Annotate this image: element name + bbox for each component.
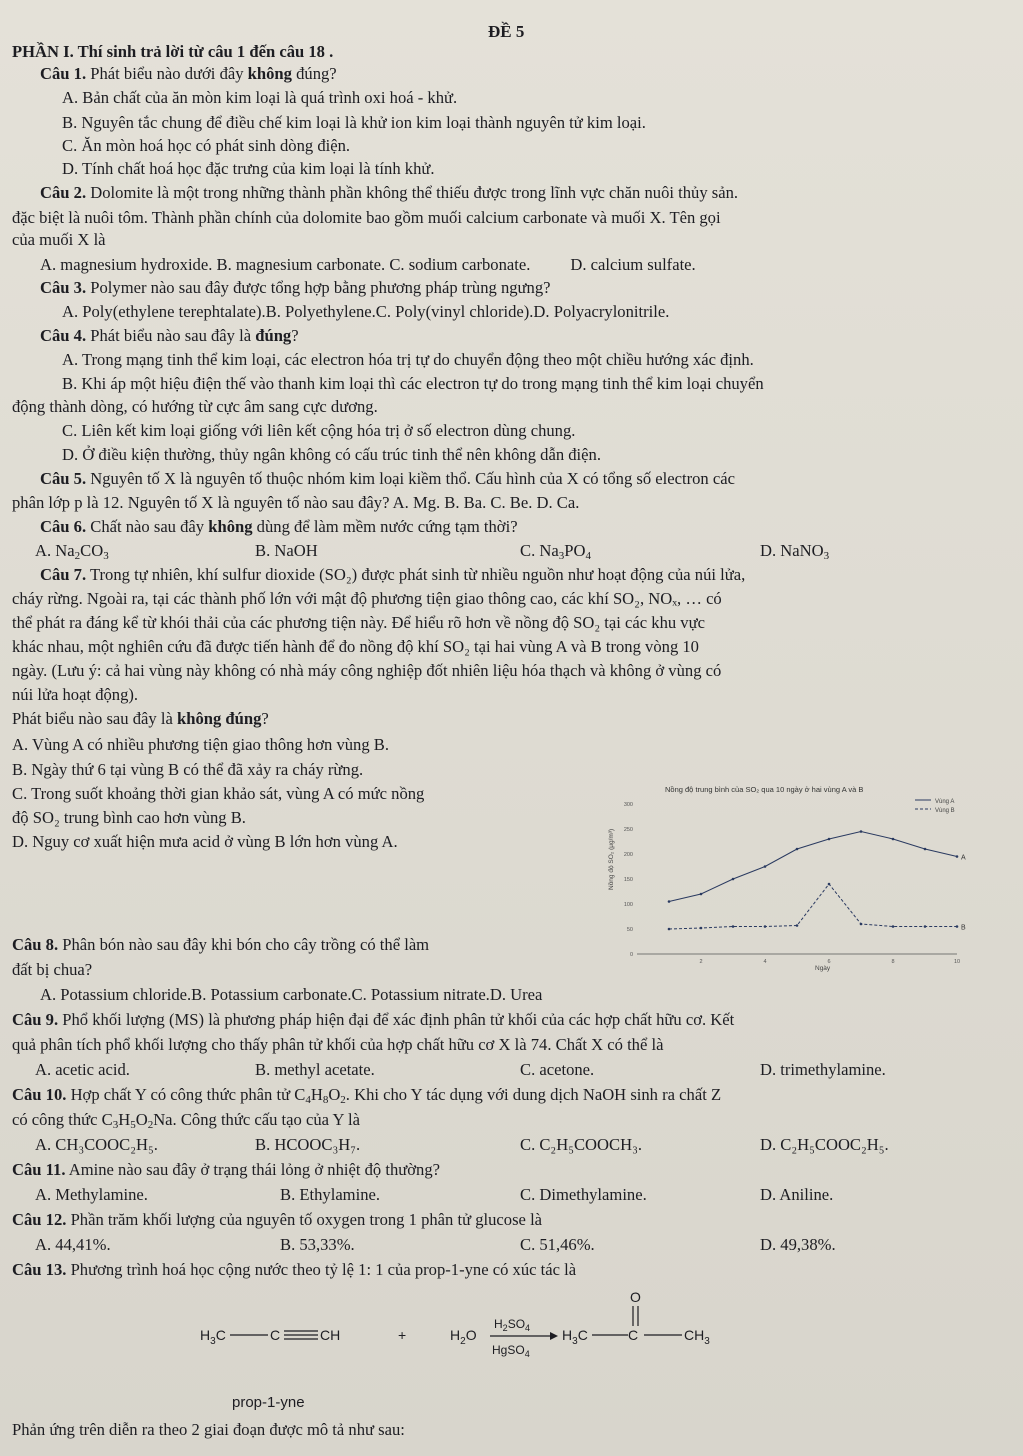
q3-options: A. Poly(ethylene terephtalate).B. Polyethylene.C. Poly(vinyl chloride).D. Polyacrylonitrile.	[62, 302, 670, 321]
q10-stem-2: có công thức $C_3H_5O_2Na$. Công thức cấu tạo của Y là	[12, 1110, 361, 1131]
q5-stem-2: phân lớp p là 12. Nguyên tố X là nguyên tố nào sau đây? A. Mg. B. Ba. C. Be. D. Ca.	[12, 493, 580, 512]
q9-option-a: A. acetic acid.	[35, 1060, 130, 1079]
data-point	[892, 838, 895, 841]
q4-option-d: D. Ở điều kiện thường, thủy ngân không có cấu trúc tinh thể nên không dẫn điện.	[62, 445, 601, 464]
q6-stem: Câu 6. Chất nào sau đây không dùng để làm mềm nước cứng tạm thời?	[40, 517, 518, 536]
data-point	[956, 925, 959, 928]
x-tick-label: 6	[827, 959, 831, 965]
data-point	[796, 848, 799, 851]
catalyst-top: $H_2SO_4$	[494, 1317, 531, 1333]
q11-option-b: B. Ethylamine.	[280, 1185, 381, 1204]
q4-option-c: C. Liên kết kim loại giống với liên kết cộng hóa trị ở số electron dùng chung.	[62, 421, 576, 440]
part-heading: PHẦN I. Thí sinh trả lời từ câu 1 đến câu 18 .	[12, 42, 334, 61]
q12-option-a: A. 44,41%.	[35, 1235, 111, 1254]
q4-option-a: A. Trong mạng tinh thể kim loại, các electron hóa trị tự do chuyển động theo một chiều hướng xác định.	[62, 350, 754, 369]
q10-stem-1: Câu 10. Hợp chất Y có công thức phân tử $C_4H_8O_2$. Khi cho Y tác dụng với dung dịch NaOH sinh ra chất Z	[12, 1085, 722, 1106]
q7-option-c-1: C. Trong suốt khoảng thời gian khảo sát, vùng A có mức nồng	[12, 784, 425, 803]
reaction-equation	[200, 1288, 800, 1368]
data-point	[860, 923, 863, 926]
data-point	[700, 893, 703, 896]
reactant-formula: $H_3C$	[200, 1327, 226, 1347]
q2-options: A. magnesium hydroxide. B. magnesium carbonate. C. sodium carbonate. D. calcium sulfate.	[40, 255, 696, 274]
q8-stem-1: Câu 8. Phân bón nào sau đây khi bón cho cây trồng có thể làm	[12, 935, 430, 954]
q13-stem: Câu 13. Phương trình hoá học cộng nước theo tỷ lệ 1: 1 của prop-1-yne có xúc tác là	[12, 1260, 577, 1279]
data-point	[764, 925, 767, 928]
q7-option-b: B. Ngày thứ 6 tại vùng B có thể đã xảy ra cháy rừng.	[12, 760, 364, 779]
q8-stem-2: đất bị chua?	[12, 960, 93, 979]
legend-label-b: Vùng B	[935, 808, 955, 814]
data-point	[828, 883, 831, 886]
product-left: $H_3C$	[562, 1327, 588, 1347]
chart-legend	[915, 799, 955, 814]
q7-stem-5: ngày. (Lưu ý: cả hai vùng này không có nhà máy công nghiệp đốt nhiên liệu hóa thạch và không ở vùng có	[12, 661, 722, 680]
q7-stem-4: khác nhau, một nghiên cứu đã được tiến hành để đo nồng độ khí SO₂ tại hai vùng A và B trong vòng 10	[12, 637, 699, 656]
q7-option-a: A. Vùng A có nhiều phương tiện giao thông hơn vùng B.	[12, 735, 389, 754]
q12-option-c: C. 51,46%.	[520, 1235, 595, 1254]
q12-option-b: B. 53,33%.	[280, 1235, 355, 1254]
data-point	[764, 865, 767, 868]
q7-stem-1: Câu 7. Trong tự nhiên, khí sulfur dioxide (SO₂) được phát sinh từ nhiều nguồn như hoạt động của núi lửa,	[40, 565, 746, 584]
q2-stem-1: Câu 2. Dolomite là một trong những thành phần không thể thiếu được trong lĩnh vực chăn nuôi thủy sản.	[40, 183, 739, 202]
q1-stem: Câu 1. Phát biểu nào dưới đây không đúng?	[40, 64, 337, 83]
series-end-label: A	[961, 854, 966, 862]
q9-option-d: D. trimethylamine.	[760, 1060, 886, 1079]
q1-option-d: D. Tính chất hoá học đặc trưng của kim loại là tính khử.	[62, 159, 435, 178]
legend-label-a: Vùng A	[935, 799, 955, 805]
q10-option-a: A. CH₃COOC₂H₅.	[35, 1135, 158, 1154]
chart-y-label: Nồng độ SO₂ (μg/m³)	[608, 828, 615, 890]
data-point	[892, 925, 895, 928]
q4-option-b-2: động thành dòng, có hướng từ cực âm sang cực dương.	[12, 397, 378, 416]
exam-title: ĐỀ 5	[488, 22, 525, 41]
q8-options: A. Potassium chloride.B. Potassium carbonate.C. Potassium nitrate.D. Urea	[40, 985, 543, 1004]
q7-question: Phát biểu nào sau đây là không đúng?	[12, 709, 269, 728]
product-oxygen: O	[630, 1289, 641, 1305]
reactant-ch: CH	[320, 1327, 341, 1343]
data-point	[700, 927, 703, 930]
q7-option-d: D. Nguy cơ xuất hiện mưa acid ở vùng B lớn hơn vùng A.	[12, 832, 398, 851]
data-point	[828, 838, 831, 841]
q10-option-c: C. C₂H₅COOCH₃.	[520, 1135, 643, 1154]
q7-stem-2: cháy rừng. Ngoài ra, tại các thành phố lớn với mật độ phương tiện giao thông cao, các khí SO₂, NOₓ, … có	[12, 589, 722, 608]
q10-option-b: B. HCOOC₃H₇.	[255, 1135, 361, 1154]
series-end-label: B	[961, 924, 966, 932]
data-point	[732, 878, 735, 881]
q3-stem: Câu 3. Polymer nào sau đây được tổng hợp bằng phương pháp trùng ngưng?	[40, 278, 551, 297]
q7-option-c-2: độ SO₂ trung bình cao hơn vùng B.	[12, 808, 246, 827]
q11-option-c: C. Dimethylamine.	[520, 1185, 647, 1204]
catalyst-bottom: HgSO$_4$	[492, 1343, 530, 1359]
x-tick-label: 4	[763, 959, 767, 965]
q7-stem-3: thể phát ra đáng kể từ khói thải của các phương tiện này. Để hiểu rõ hơn về nồng độ SO₂ tại các khu vực	[12, 613, 705, 632]
q7-stem-6: núi lửa hoạt động).	[12, 685, 139, 704]
q9-stem-1: Câu 9. Phổ khối lượng (MS) là phương pháp hiện đại để xác định phân tử khối của các hợp chất hữu cơ. Kết	[12, 1010, 735, 1029]
q11-option-a: A. Methylamine.	[35, 1185, 148, 1204]
q6-option-d: D. NaNO$_3$	[760, 541, 830, 562]
data-point	[924, 925, 927, 928]
data-point	[796, 924, 799, 927]
q6-option-b: B. NaOH	[255, 541, 318, 560]
y-tick-label: 100	[623, 902, 633, 908]
q1-option-b: B. Nguyên tắc chung để điều chế kim loại là khử ion kim loại thành nguyên tử kim loại.	[62, 113, 646, 132]
q2-stem-3: của muối X là	[12, 230, 106, 249]
y-tick-label: 200	[623, 852, 633, 858]
reactant-name: prop-1-yne	[232, 1394, 305, 1411]
product-right: $CH_3$	[684, 1327, 710, 1347]
q2-stem-2: đặc biệt là nuôi tôm. Thành phần chính của dolomite bao gồm muối calcium carbonate và muối X. Tên gọi	[12, 208, 721, 227]
q11-stem: Câu 11. Amine nào sau đây ở trạng thái lỏng ở nhiệt độ thường?	[12, 1160, 440, 1179]
data-point	[668, 900, 671, 903]
reactant-c: C	[270, 1327, 281, 1343]
y-tick-label: 300	[623, 802, 633, 808]
x-tick-label: 10	[953, 959, 961, 965]
q9-option-c: C. acetone.	[520, 1060, 595, 1079]
q11-option-d: D. Aniline.	[760, 1185, 834, 1204]
series-line-a	[669, 832, 957, 902]
y-tick-label: 50	[626, 927, 633, 933]
data-point	[956, 855, 959, 858]
y-tick-label: 250	[623, 827, 633, 833]
data-point	[668, 928, 671, 931]
x-tick-label: 8	[891, 959, 895, 965]
q4-option-b-1: B. Khi áp một hiệu điện thế vào thanh kim loại thì các electron tự do trong mạng tinh thể kim loại chuyển	[62, 374, 764, 393]
q12-stem: Câu 12. Phần trăm khối lượng của nguyên tố oxygen trong 1 phân tử glucose là	[12, 1210, 543, 1229]
q9-stem-2: quả phân tích phổ khối lượng cho thấy phân tử khối của hợp chất hữu cơ X là 74. Chất X có thể là	[12, 1035, 664, 1054]
product-carbonyl-c: C	[628, 1327, 639, 1343]
q6-option-a: A. $Na_2CO_3$	[35, 541, 109, 562]
q9-option-b: B. methyl acetate.	[255, 1060, 375, 1079]
so2-line-chart	[605, 782, 965, 972]
q6-option-c: C. $Na_3PO_4$	[520, 541, 591, 562]
q12-option-d: D. 49,38%.	[760, 1235, 836, 1254]
y-tick-label: 0	[629, 952, 633, 958]
x-tick-label: 2	[699, 959, 703, 965]
series-line-b	[669, 884, 957, 929]
q1-option-c: C. Ăn mòn hoá học có phát sinh dòng điện.	[62, 136, 351, 155]
q13-followup: Phản ứng trên diễn ra theo 2 giai đoạn được mô tả như sau:	[12, 1420, 405, 1439]
q4-stem: Câu 4. Phát biểu nào sau đây là đúng?	[40, 326, 299, 345]
chart-title: Nồng độ trung bình của SO₂ qua 10 ngày ở hai vùng A và B	[665, 785, 864, 794]
q5-stem-1: Câu 5. Nguyên tố X là nguyên tố thuộc nhóm kim loại kiềm thổ. Cấu hình của X có tổng số electron các	[40, 469, 735, 488]
data-point	[732, 925, 735, 928]
data-point	[860, 830, 863, 833]
q1-option-a: A. Bản chất của ăn mòn kim loại là quá trình oxi hoá - khử.	[62, 88, 458, 107]
water-formula: $H_2O$	[450, 1327, 477, 1347]
data-point	[924, 848, 927, 851]
chart-x-label: Ngày	[815, 965, 831, 972]
y-tick-label: 150	[623, 877, 633, 883]
q10-option-d: D. C₂H₅COOC₂H₅.	[760, 1135, 889, 1154]
plus-sign: +	[398, 1327, 407, 1343]
